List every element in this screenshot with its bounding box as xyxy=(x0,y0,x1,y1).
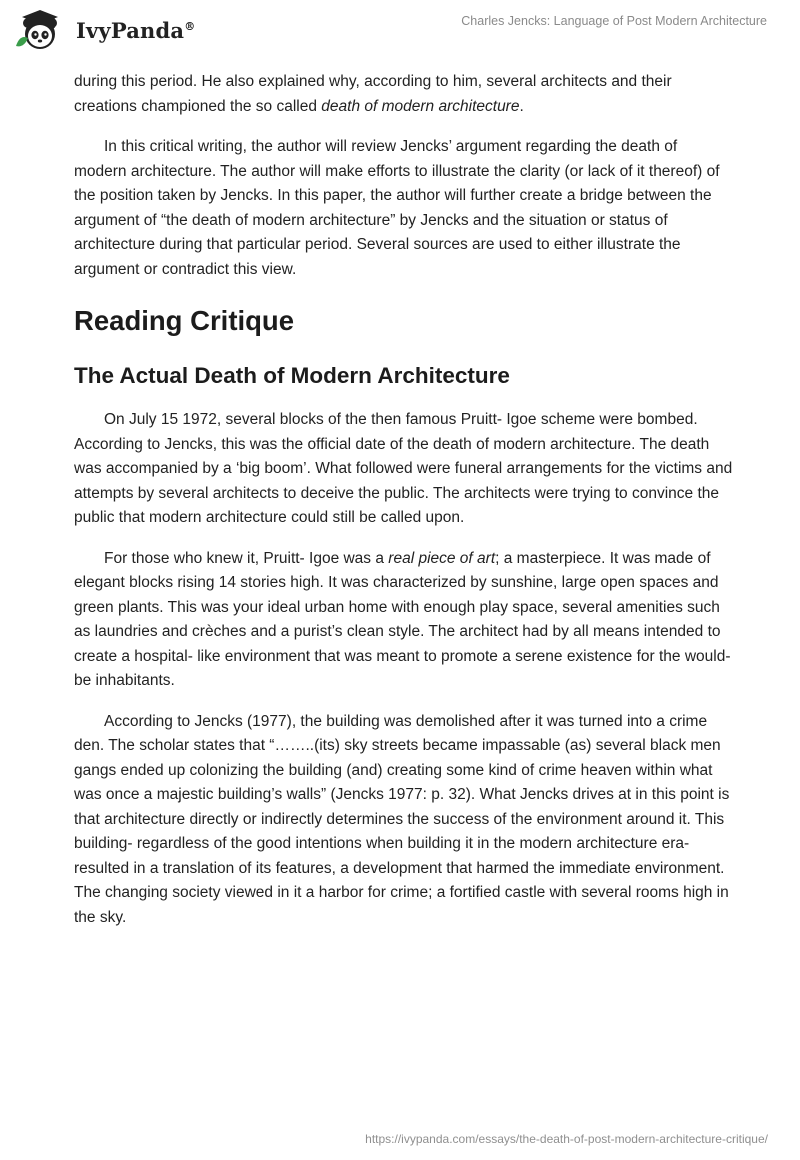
document-title: Charles Jencks: Language of Post Modern Architecture xyxy=(461,14,767,28)
paragraph-masterpiece: For those who knew it, Pruitt- Igoe was a real piece of art; a masterpiece. It was made of elegant blocks rising 14 stories high. It was characterized by sunshine, large open spaces and green plants. This was your ideal urban home with enough play space, several amenities such as laundries and crèches and a purist’s clean style. The architect had by all means intended to create a hospital- like environment that was meant to promote a serene existence for the would-be inhabitants. xyxy=(74,549,731,689)
paragraph-overview: In this critical writing, the author will review Jencks’ argument regarding the death of modern architecture. The author will make efforts to illustrate the clarity (or lack of it thereof) of the position taken by Jencks. In this paper, the author will further create a bridge between the argument of “the death of modern architecture” by Jencks and the situation or status of architecture during that particular period. Several sources are used to either illustrate the argument or contradict this view. xyxy=(74,138,720,278)
brand-logo[interactable] xyxy=(14,8,195,52)
brand-name: IvyPanda® xyxy=(76,17,196,43)
subsection-heading: The Actual Death of Modern Architecture xyxy=(74,363,510,388)
paragraph-intro-continued: during this period. He also explained why, according to him, several architects and their creations championed the so called death of modern architecture. xyxy=(74,73,672,115)
paragraph-crime-den: According to Jencks (1977), the building was demolished after it was turned into a crime den. The scholar states that “……..(its) sky streets became impassable (as) several black men gangs ended up colonizing the building (and) creating some kind of crime heaven within what was once a majestic building’s walls” (Jencks 1977: p. 32). What Jencks drives at in this point is that architecture directly or indirectly determines the success of the environment around it. This building- regardless of the good intentions when building it in the modern architecture era- resulted in a translation of its features, a development that harmed the immediate environment. The changing society viewed in it a harbor for crime; a fortified castle with several rooms high in the sky. xyxy=(74,712,730,926)
essay-body xyxy=(74,70,734,946)
paragraph-pruitt-igoe-bombing: On July 15 1972, several blocks of the then famous Pruitt- Igoe scheme were bombed. According to Jencks, this was the official date of the death of modern architecture. The death was accompanied by a ‘big boom’. What followed were funeral arrangements for the victims and attempts by several architects to deceive the public. The architects were trying to convince the public that modern architecture could still be called upon. xyxy=(74,411,733,526)
page-header xyxy=(0,0,800,64)
section-heading: Reading Critique xyxy=(74,305,295,336)
panda-graduation-cap-icon xyxy=(14,8,66,52)
source-url-link[interactable]: https://ivypanda.com/essays/the-death-of-post-modern-architecture-critique/ xyxy=(365,1132,768,1146)
